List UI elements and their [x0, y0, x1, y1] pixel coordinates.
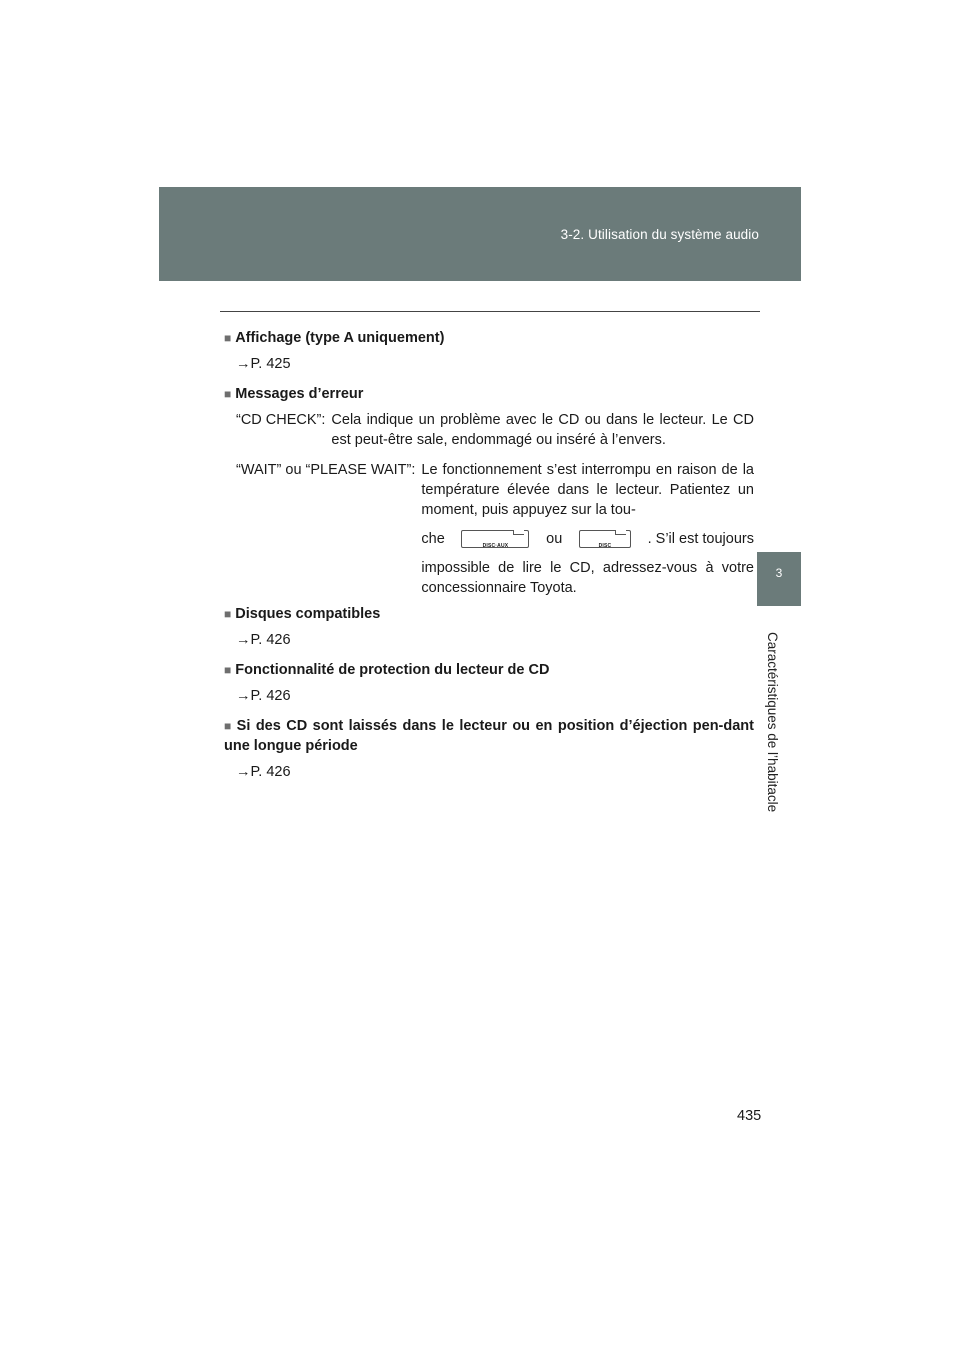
heading-disques: ■ Disques compatibles [224, 606, 381, 622]
square-bullet-icon: ■ [224, 719, 233, 733]
ref-affichage: →P. 425 [236, 356, 291, 372]
header-band [159, 187, 801, 281]
message-label: “CD CHECK”: [236, 412, 326, 428]
message-label: “WAIT” ou “PLEASE WAIT”: [236, 462, 416, 478]
square-bullet-icon: ■ [224, 387, 232, 401]
page-number: 435 [737, 1108, 762, 1124]
square-bullet-icon: ■ [224, 663, 232, 677]
ref-protection: →P. 426 [236, 688, 291, 704]
ref-disques: →P. 426 [236, 632, 291, 648]
heading-laisses: ■ Si des CD sont laissés dans le lecteur ou en position d’éjection pen-dant une longue période [224, 718, 754, 754]
message-text: Le fonctionnement s’est interrompu en raison de la température élevée dans le lecteur. Patientez un moment, puis appuyez sur la tou- che DISC·AUX ou DISC . S’il est toujours impossible de lire le CD, adressez-vous à votre concessionnaire Toyota. [421, 462, 754, 596]
message-wait [236, 460, 754, 598]
chapter-label: Caractéristiques de l’habitacle [765, 632, 780, 813]
top-rule [220, 311, 760, 312]
section-title: 3-2. Utilisation du système audio [560, 227, 759, 242]
square-bullet-icon: ■ [224, 331, 232, 345]
button-reference-line: che DISC·AUX ou DISC . S’il est toujours [421, 531, 754, 549]
disc-button-icon: DISC [579, 530, 631, 548]
chapter-tab [757, 552, 801, 606]
square-bullet-icon: ■ [224, 607, 232, 621]
message-cd-check [236, 410, 754, 450]
heading-messages: ■ Messages d’erreur [224, 386, 364, 402]
message-text: Cela indique un problème avec le CD ou dans le lecteur. Le CD est peut-être sale, endommagé ou inséré à l’envers. [331, 412, 754, 448]
page-content [224, 328, 754, 792]
ref-laisses: →P. 426 [236, 764, 291, 780]
heading-affichage: ■ Affichage (type A uniquement) [224, 330, 445, 346]
chapter-number: 3 [775, 566, 783, 580]
disc-aux-button-icon: DISC·AUX [461, 530, 529, 548]
heading-protection: ■ Fonctionnalité de protection du lecteur de CD [224, 662, 550, 678]
